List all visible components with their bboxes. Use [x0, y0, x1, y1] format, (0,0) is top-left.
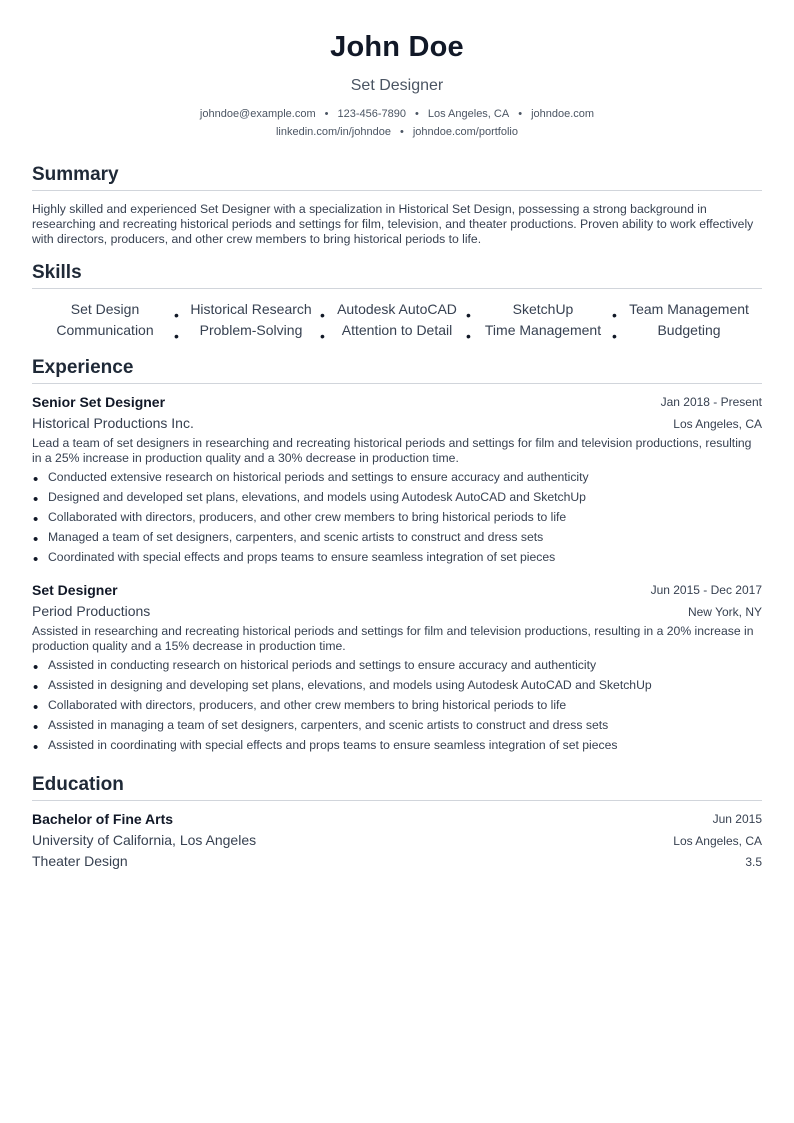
education-degree: Bachelor of Fine Arts: [32, 811, 174, 827]
skill-item: • Budgeting: [612, 321, 721, 344]
bullet-icon: •: [466, 306, 471, 323]
list-item: • Coordinated with special effects and props teams to ensure seamless integration of set pieces: [32, 549, 762, 569]
bullet-icon: •: [174, 327, 179, 344]
skills-row: [32, 298, 762, 323]
list-item: • Collaborated with directors, producers, and other crew members to bring historical periods to life: [32, 509, 762, 529]
list-item: • Managed a team of set designers, carpenters, and scenic artists to construct and dress sets: [32, 529, 762, 549]
job-location: Los Angeles, CA: [673, 417, 762, 431]
skills-heading: Skills: [32, 262, 762, 289]
summary-heading: Summary: [32, 164, 762, 191]
job-title: Set Designer: [32, 582, 118, 598]
skill-item: • Time Management: [466, 321, 602, 344]
contact-row-secondary: [32, 126, 762, 138]
skill-item: • SketchUp: [466, 300, 574, 323]
candidate-name: John Doe: [330, 31, 464, 63]
job-bullets: [32, 657, 762, 757]
phone-text: 123-456-7890: [337, 108, 407, 120]
linkedin-link[interactable]: linkedin.com/in/johndoe: [275, 126, 391, 138]
summary-text: Highly skilled and experienced Set Designer with a specialization in Historical Set Design, possessing a strong background in researching and recreating historical periods and settings for film, television, and theater productions. Proven ability to work effectively with directors, producers, and other crew members to bring historical periods to life.: [32, 202, 754, 246]
separator-dot: •: [324, 108, 329, 120]
job-company: Period Productions: [32, 603, 151, 619]
education-heading: Education: [32, 774, 762, 801]
skill-item: • Attention to Detail: [320, 321, 453, 344]
job-dates: Jan 2018 - Present: [660, 395, 762, 409]
list-item: • Assisted in conducting research on historical periods and settings to ensure accuracy and authenticity: [32, 657, 762, 677]
bullet-icon: •: [612, 327, 617, 344]
skill-item: • Team Management: [612, 300, 749, 323]
list-item: • Collaborated with directors, producers, and other crew members to bring historical periods to life: [32, 697, 762, 717]
list-item: • Conducted extensive research on historical periods and settings to ensure accuracy and authenticity: [32, 469, 762, 489]
education-gpa: 3.5: [745, 855, 762, 869]
list-item: • Assisted in managing a team of set designers, carpenters, and scenic artists to construct and dress sets: [32, 717, 762, 737]
list-item: • Assisted in coordinating with special effects and props teams to ensure seamless integration of set pieces: [32, 737, 762, 757]
separator-dot: •: [399, 126, 404, 138]
education-field: Theater Design: [32, 853, 128, 869]
separator-dot: •: [518, 108, 523, 120]
skill-item: • Historical Research: [174, 300, 312, 323]
education-location: Los Angeles, CA: [673, 834, 762, 848]
job-title: Senior Set Designer: [32, 394, 166, 410]
contact-row-primary: [32, 108, 762, 120]
bullet-icon: •: [466, 327, 471, 344]
skill-item: • Problem-Solving: [174, 321, 303, 344]
bullet-icon: •: [612, 306, 617, 323]
portfolio-link[interactable]: johndoe.com/portfolio: [412, 126, 518, 138]
job-description: Lead a team of set designers in researching and recreating historical periods and settings for film and television productions, resulting in a 25% increase in production quality and a 30% decrease in production time.: [32, 436, 752, 465]
skills-grid: [32, 298, 762, 344]
candidate-title: Set Designer: [350, 77, 444, 94]
bullet-icon: •: [320, 306, 325, 323]
education-date: Jun 2015: [712, 812, 762, 826]
job-location: New York, NY: [687, 605, 762, 619]
list-item: • Assisted in designing and developing set plans, elevations, and models using Autodesk AutoCAD and SketchUp: [32, 677, 762, 697]
skill-item: Communication: [56, 321, 154, 338]
email-link[interactable]: johndoe@example.com: [199, 108, 316, 120]
skills-row: [32, 319, 762, 344]
job-dates: Jun 2015 - Dec 2017: [650, 583, 762, 597]
skill-item: • Autodesk AutoCAD: [320, 300, 457, 323]
job-bullets: [32, 469, 762, 569]
job-company: Historical Productions Inc.: [32, 415, 194, 431]
education-school: University of California, Los Angeles: [32, 832, 257, 848]
bullet-icon: •: [320, 327, 325, 344]
bullet-icon: •: [174, 306, 179, 323]
skill-item: Set Design: [70, 300, 140, 317]
website-link[interactable]: johndoe.com: [531, 108, 595, 120]
list-item: • Designed and developed set plans, elevations, and models using Autodesk AutoCAD and SketchUp: [32, 489, 762, 509]
location-text: Los Angeles, CA: [427, 108, 510, 120]
job-description: Assisted in researching and recreating historical periods and settings for film and television productions, resulting in a 20% increase in production quality and a 15% decrease in production time.: [32, 624, 754, 653]
separator-dot: •: [415, 108, 419, 120]
experience-heading: Experience: [32, 357, 762, 384]
